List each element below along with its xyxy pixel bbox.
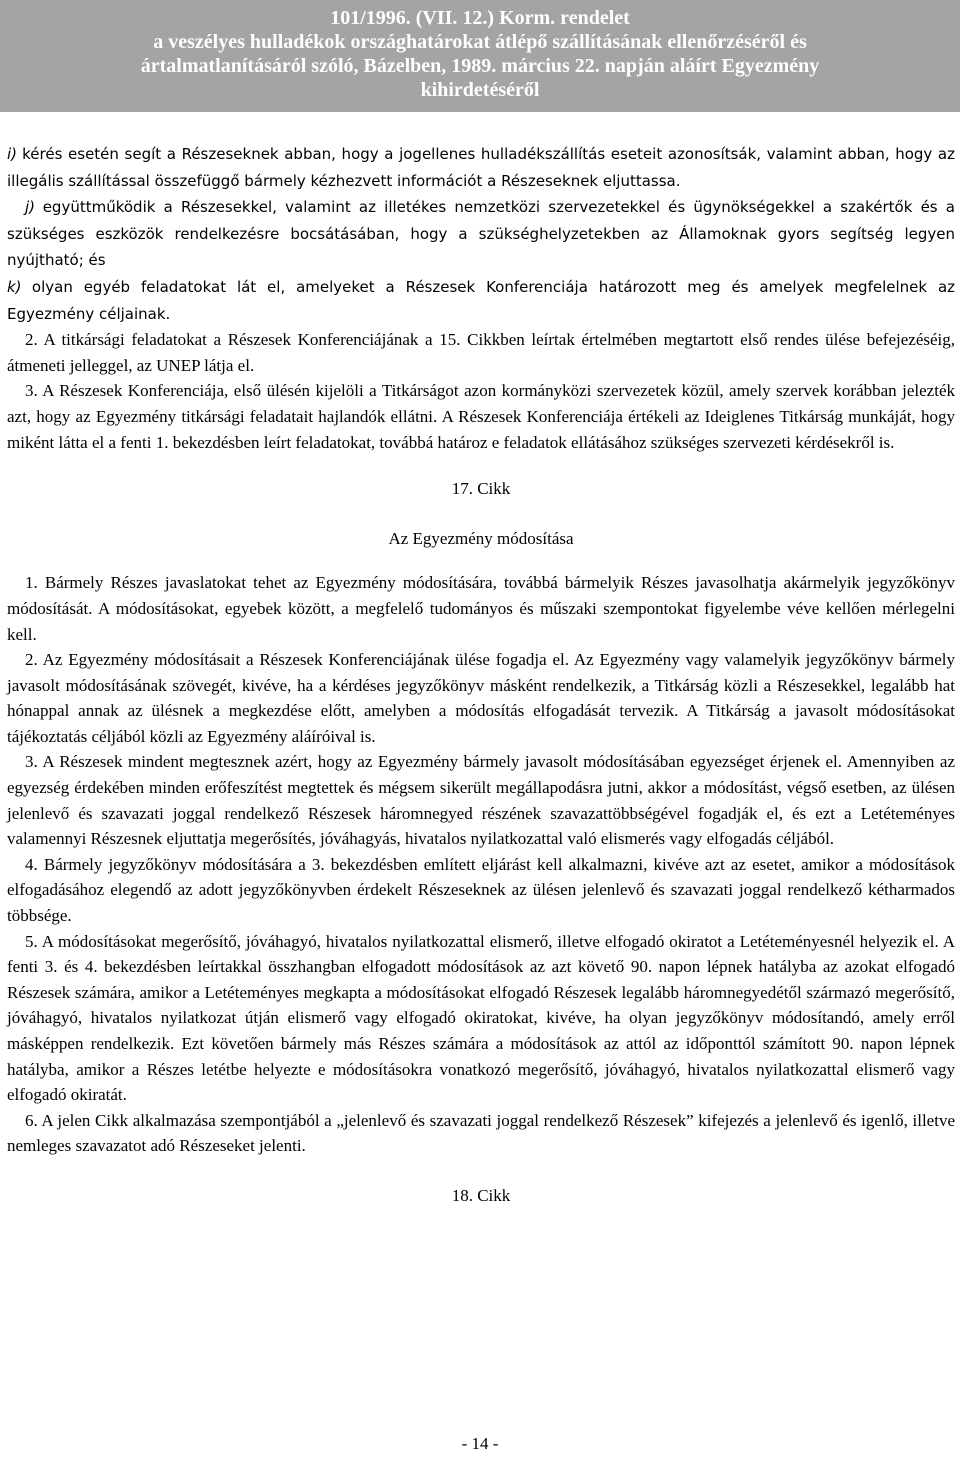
header-line-2: a veszélyes hulladékok országhatárokat átlépő szállításának ellenőrzéséről és xyxy=(153,31,807,53)
art17-paragraph-4: 4. Bármely jegyzőkönyv módosítására a 3. bekezdésben említett eljárást kell alkalmazni, kivéve azt az esetet, amikor a módosítások elfogadásához elegendő az adott jegyzőkönyvben érdekelt Részeseknek az ülésen jelenlevő és szavazati joggal rendelkező kétharmados többsége. xyxy=(7,854,955,926)
art17-paragraph-6: 6. A jelen Cikk alkalmazása szempontjából a „jelenlevő és szavazati joggal rendelkező Részesek” kifejezés a jelenlevő és igenlő, illetve nemleges szavazatot adó Részeseket jelenti. xyxy=(7,1110,955,1156)
art17-paragraph-2: 2. Az Egyezmény módosításait a Részesek Konferenciájának ülése fogadja el. Az Egyezmény vagy valamelyik jegyzőkönyv bármely javasolt módosításának szövegét, kivéve, ha a kérdéses jegyzőkönyv másként rendelkezik, a Titkárság közli a Részesekkel, legalább hat hónappal annak az ülésnek a megkezdése előtt, amelyben a módosítás elfogadását tervezik. A Titkárság a javasolt módosításokat tájékoztatás céljából közli az Egyezmény aláíróival is. xyxy=(7,650,955,746)
item-k-text: olyan egyéb feladatokat lát el, amelyeket a Részesek Konferenciája határozott meg és amelyek megfelelnek az Egyezmény céljainak. xyxy=(7,277,956,323)
item-j xyxy=(7,194,955,274)
header-line-4: kihirdetéséről xyxy=(420,79,540,101)
header-line-1: 101/1996. (VII. 12.) Korm. rendelet xyxy=(330,7,630,29)
item-k xyxy=(7,274,955,327)
document-header xyxy=(0,0,960,112)
art17-paragraph-5: 5. A módosításokat megerősítő, jóváhagyó, hivatalos nyilatkozattal elismerő, illetve elfogadó okiratot a Letéteményesnél helyezik el. A fenti 3. és 4. bekezdésben leírtakkal összhangban elfogadott módosítások az azt követő 90. napon lépnek hatályba az azokat elfogadó Részesek számára, amikor a Letéteményes megkapta a módosításokat elfogadó Részesek legalább háromnegyedétől származó megerősítő, jóváhagyó, hivatalos nyilatkozat útján elismerő vagy elfogadó okiratokat, kivéve, ha olyan jegyzőkönyv módosítandó, amely erről másképpen rendelkezik. Ezt követően bármely más Részes számára a módosítások az attól az időponttól számított 90. napon lépnek hatályba, amikor a Részes letétbe helyezte e módosításokra vonatkozó megerősítő, jóváhagyó, hivatalos nyilatkozattal elismerő vagy elfogadó okiratát. xyxy=(7,931,955,1105)
item-j-text: együttműködik a Részesekkel, valamint az illetékes nemzetközi szervezetekkel és ügynökségekkel a szakértők és a szükséges eszközök rendelkezésre bocsátásában, hogy a szükséghelyzetekben az Államoknak gyors segítség legyen nyújtható; és xyxy=(7,198,955,270)
article-17-number: 17. Cikk xyxy=(451,479,511,499)
art16-paragraph-2: 2. A titkársági feladatokat a Részesek Konferenciájának a 15. Cikkben leírtak értelmében megtartott első rendes ülése befejezéséig, átmeneti jelleggel, az UNEP látja el. xyxy=(7,330,955,375)
page-number: - 14 - xyxy=(461,1434,499,1453)
item-i-text: kérés esetén segít a Részeseknek abban, hogy a jogellenes hulladékszállítás eseteit azonosítsák, valamint abban, hogy az illegális szállítással összefüggő bármely kézhezvett információt a Részeseknek eljuttassa. xyxy=(7,145,955,190)
document-body xyxy=(7,141,955,1209)
item-j-label: j) xyxy=(25,198,36,217)
header-line-3: ártalmatlanításáról szóló, Bázelben, 1989. március 22. napján aláírt Egyezmény xyxy=(140,55,820,77)
article-18-number: 18. Cikk xyxy=(451,1185,511,1205)
art17-paragraph-3: 3. A Részesek mindent megtesznek azért, hogy az Egyezmény bármely javasolt módosításában egyezséget érjenek el. Amennyiben az egyezség érdekében minden erőfeszítést megtettek és mégsem sikerült megállapodásra jutni, akkor a módosítást, végső esetben, az ülésen jelenlevő és szavazati joggal rendelkező Részesek háromnegyed részének szavazattöbbségével fogadják el, és ezt a Letéteményes valamennyi Részesnek eljuttatja megerősítés, jóváhagyás, hivatalos nyilatkozattal való elismerés vagy elfogadás céljából. xyxy=(7,752,955,849)
article-17-title: Az Egyezmény módosítása xyxy=(388,528,574,548)
item-k-label: k) xyxy=(7,277,22,296)
item-i xyxy=(7,141,955,194)
art17-paragraph-1: 1. Bármely Részes javaslatokat tehet az Egyezmény módosítására, továbbá bármelyik Részes javasolhatja akármelyik jegyzőkönyv módosítását. A módosításokat, egyebek között, a megfelelő tudományos és műszaki szempontokat figyelembe véve kellően mérlegelni kell. xyxy=(7,573,955,644)
item-i-label: i) xyxy=(7,145,18,163)
art16-paragraph-3: 3. A Részesek Konferenciája, első ülésén kijelöli a Titkárságot azon kormányközi szervezetek közül, amely szervek korábban jelezték azt, hogy az Egyezmény titkársági feladatait hajlandók ellátni. A Részesek Konferenciája értékeli az Ideiglenes Titkárság munkáját, hogy miként látta el a fenti 1. bekezdésben leírt feladatokat, továbbá határoz e feladatok ellátásához szükséges szervezeti kérdésekről is. xyxy=(7,381,955,452)
